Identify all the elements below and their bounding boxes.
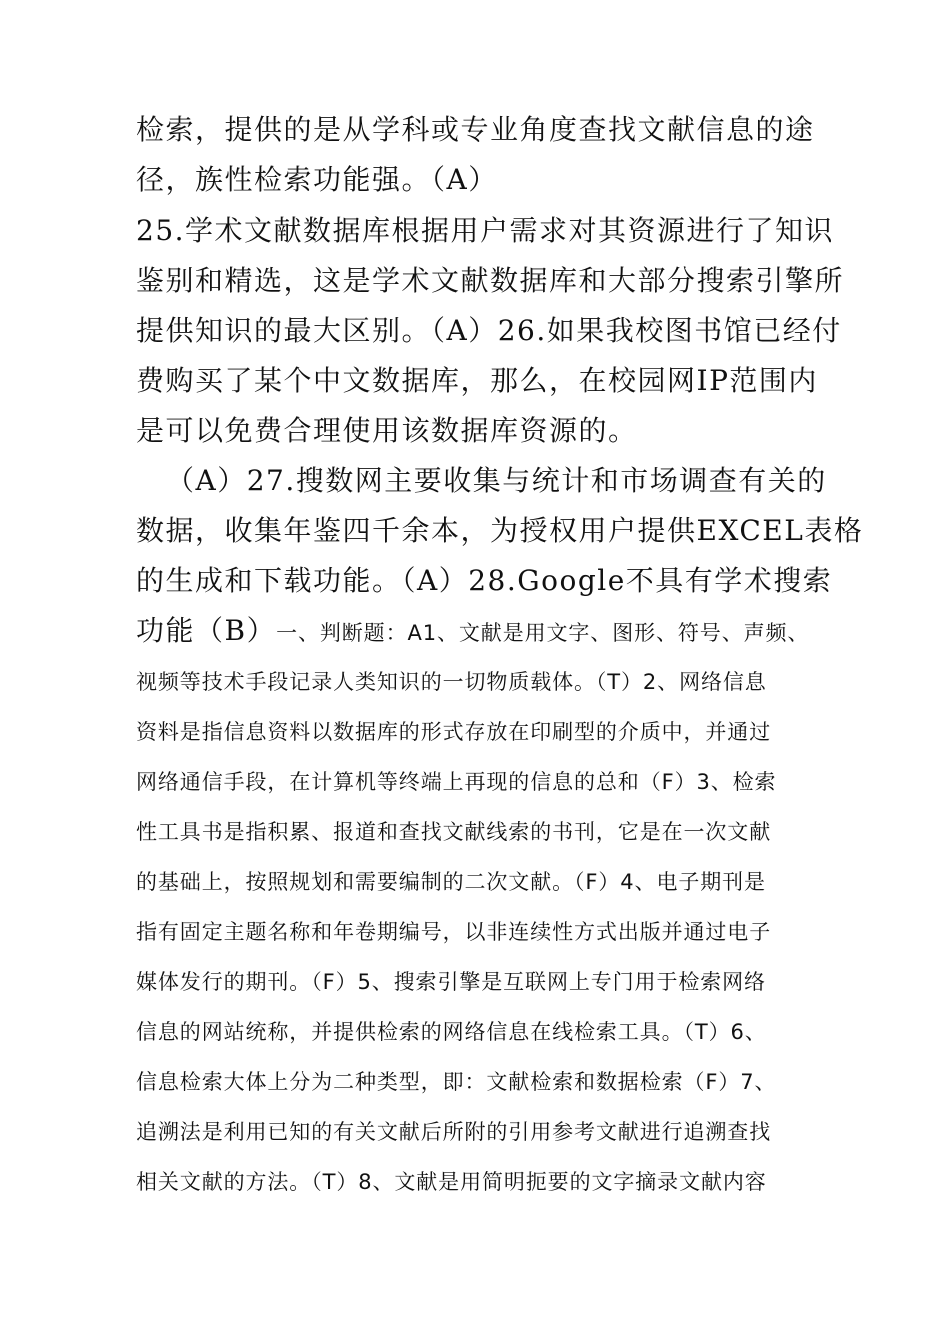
text-line: 的生成和下载功能。（A）28.Google不具有学术搜索 <box>136 564 833 597</box>
text-line: 追溯法是利用已知的有关文献后所附的引用参考文献进行追溯查找 <box>136 1120 772 1144</box>
text-line: 检索，提供的是从学科或专业角度查找文献信息的途 <box>136 113 815 146</box>
text-segment-large: 功能（B） <box>136 614 277 647</box>
text-line: 的基础上，按照规划和需要编制的二次文献。（F）4、电子期刊是 <box>136 870 766 894</box>
text-line: 网络通信手段，在计算机等终端上再现的信息的总和（F）3、检索 <box>136 770 777 794</box>
text-line: 媒体发行的期刊。（F）5、搜索引擎是互联网上专门用于检索网络 <box>136 970 766 994</box>
text-line: 数据，收集年鉴四千余本，为授权用户提供EXCEL表格 <box>136 514 864 547</box>
mixed-text-line <box>136 611 809 651</box>
text-line: 提供知识的最大区别。（A）26.如果我校图书馆已经付 <box>136 314 842 347</box>
text-line: 视频等技术手段记录人类知识的一切物质载体。（T）2、网络信息 <box>136 670 767 694</box>
text-line: 是可以免费合理使用该数据库资源的。 <box>136 414 638 447</box>
text-line: 资料是指信息资料以数据库的形式存放在印刷型的介质中，并通过 <box>136 720 772 744</box>
text-line: 指有固定主题名称和年卷期编号，以非连续性方式出版并通过电子 <box>136 920 772 944</box>
text-line: 费购买了某个中文数据库，那么，在校园网IP范围内 <box>136 364 818 397</box>
text-segment-small: 一、判断题：A1、文献是用文字、图形、符号、声频、 <box>276 621 810 645</box>
text-line: 信息检索大体上分为二种类型，即：文献检索和数据检索（F）7、 <box>136 1070 777 1094</box>
text-line: 性工具书是指积累、报道和查找文献线索的书刊，它是在一次文献 <box>136 820 772 844</box>
text-line: 径，族性检索功能强。（A） <box>136 163 498 196</box>
text-line: 相关文献的方法。（T）8、文献是用简明扼要的文字摘录文献内容 <box>136 1170 767 1194</box>
text-line: 鉴别和精选，这是学术文献数据库和大部分搜索引擎所 <box>136 264 845 297</box>
text-line: 25.学术文献数据库根据用户需求对其资源进行了知识 <box>136 214 835 247</box>
text-line: （A）27.搜数网主要收集与统计和市场调查有关的 <box>166 464 827 497</box>
text-line: 信息的网站统称，并提供检索的网络信息在线检索工具。（T）6、 <box>136 1020 767 1044</box>
